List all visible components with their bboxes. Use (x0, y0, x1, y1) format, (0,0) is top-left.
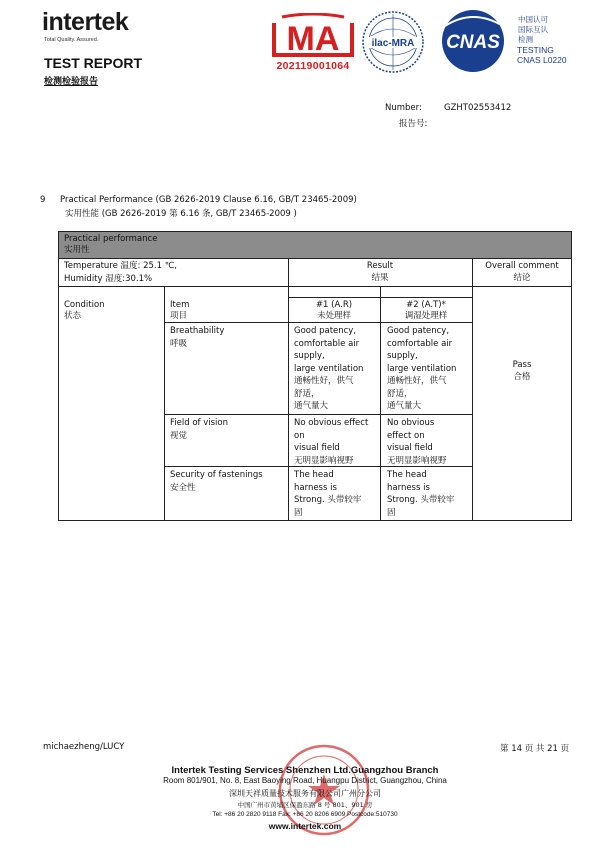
report-title-cn: 检测检验报告 (44, 77, 99, 87)
col-sample-1-cn: 未处理样 (316, 311, 351, 321)
col-condition-cn: 状态 (64, 311, 82, 321)
logo-tagline: Total Quality. Assured. (44, 37, 99, 43)
col-condition: Condition (64, 300, 105, 310)
result-line: Strong. 头带较牢 (387, 495, 455, 505)
col-sample-2-cn: 调湿处理样 (404, 311, 448, 321)
col-item-cn: 项目 (170, 311, 188, 321)
overall-header: Overall comment (485, 261, 559, 271)
result-line: visual field (294, 443, 340, 453)
overall-header-cn: 结论 (513, 273, 531, 283)
result-line: supply, (294, 351, 325, 361)
cnas-en-line: CNAS L0220 (517, 55, 567, 65)
item-breathability: Breathability (170, 326, 225, 336)
result-line: 无明显影响视野 (294, 455, 354, 466)
result-line: large ventilation (294, 363, 364, 374)
result-s2-security (387, 469, 454, 519)
result-header-cn: 结果 (371, 273, 389, 283)
cma-number: 202119001064 (276, 60, 350, 72)
item-field-of-vision: Field of vision (170, 418, 228, 428)
cnas-cn-line: 国际互认 (518, 25, 548, 34)
cnas-cn-label (518, 15, 548, 45)
report-number-label: Number: (385, 103, 422, 113)
result-line: 通气量大 (294, 401, 329, 411)
result-line: The head (294, 470, 334, 480)
result-line: on (294, 430, 305, 441)
table-banner-title: Practical performance (64, 234, 158, 244)
result-line: effect on (387, 430, 425, 441)
col-item: Item (170, 300, 190, 310)
cnas-cn-line: 检测 (518, 35, 533, 44)
report-title: TEST REPORT (44, 55, 143, 71)
cnas-logo-icon (433, 8, 515, 74)
section-number: 9 (40, 195, 46, 205)
ilac-mra-icon (361, 10, 425, 74)
item-security-of-fastenings-cn: 安全性 (170, 483, 196, 493)
result-s1-security (294, 469, 361, 519)
result-line: visual field (387, 443, 433, 453)
result-line: The head (387, 470, 427, 480)
footer-page-number: 第 14 页 共 21 页 (500, 744, 570, 754)
result-line: supply, (387, 351, 418, 361)
footer-address-cn: 中国广州市黄埔区保盈东路 8 号 801、901 房 (237, 801, 373, 809)
result-header: Result (366, 261, 394, 271)
footer-company: Intertek Testing Services Shenzhen Ltd.Guangzhou Branch (171, 765, 439, 776)
result-line: Good patency, (294, 326, 357, 336)
table-banner-title-cn: 实用性 (64, 245, 90, 255)
item-breathability-cn: 呼吸 (170, 339, 188, 349)
result-s1-field-of-vision (294, 417, 368, 467)
result-s1-breathability (294, 325, 363, 413)
svg-text:CNAS: CNAS (446, 32, 500, 53)
item-security-of-fastenings: Security of fastenings (170, 470, 263, 480)
footer-contact: Tel: +86 20 2820 9118 Fax: +86 20 8206 6909 Postcode:510730 (212, 811, 398, 818)
result-line: 无明显影响视野 (387, 455, 447, 466)
svg-text:ilac-MRA: ilac-MRA (371, 38, 415, 49)
result-line: 舒适， (294, 388, 320, 399)
result-line: 舒适， (387, 388, 413, 399)
overall-result: Pass (512, 360, 532, 370)
result-line: harness is (294, 482, 337, 493)
result-line: 固 (294, 507, 303, 518)
svg-text:MA: MA (286, 20, 340, 58)
footer-website-link[interactable]: www.intertek.com (268, 821, 342, 831)
overall-result-cn: 合格 (513, 372, 531, 382)
section-title: Practical Performance (GB 2626-2019 Clause 6.16, GB/T 23465-2009) (60, 195, 357, 205)
intertek-logo: intertek (42, 8, 129, 36)
result-line: comfortable air (294, 338, 360, 349)
result-line: No obvious effect (294, 418, 369, 428)
cma-logo-icon (268, 13, 358, 59)
col-sample-2: #2 (A.T)* (406, 300, 446, 310)
cnas-en-label (517, 45, 567, 65)
condition-temperature: Temperature 温度: 25.1 ℃, (64, 261, 177, 271)
result-line: 通气量大 (387, 401, 422, 411)
footer-author: michaezheng/LUCY (43, 742, 125, 752)
results-table (58, 231, 572, 521)
result-line: No obvious (387, 418, 435, 428)
result-line: large ventilation (387, 363, 457, 374)
result-line: 通畅性好，供气 (387, 376, 447, 386)
cnas-cn-line: 中国认可 (518, 15, 548, 24)
result-s2-field-of-vision (387, 417, 447, 467)
condition-humidity: Humidity 湿度:30.1% (64, 274, 153, 284)
result-line: Strong. 头带较牢 (294, 495, 362, 505)
footer-company-cn: 深圳天祥质量技术服务有限公司广州分公司 (229, 789, 381, 798)
report-number-value: GZHT02553412 (444, 103, 512, 113)
report-number-label-cn: 报告号: (399, 119, 428, 129)
section-title-cn: 实用性能 (GB 2626-2019 第 6.16 条, GB/T 23465-2009 ) (65, 209, 297, 219)
footer-address: Room 801/901, No. 8, East Baoying Road, Huangpu District, Guangzhou, China (163, 776, 447, 785)
result-line: harness is (387, 482, 430, 493)
cnas-en-line: TESTING (517, 45, 554, 55)
item-field-of-vision-cn: 视觉 (170, 431, 188, 441)
result-line: Good patency, (387, 326, 450, 336)
result-s2-breathability (387, 325, 456, 413)
col-sample-1: #1 (A.R) (315, 300, 353, 310)
result-line: comfortable air (387, 338, 453, 349)
result-line: 通畅性好，供气 (294, 376, 354, 386)
result-line: 固 (387, 507, 396, 518)
